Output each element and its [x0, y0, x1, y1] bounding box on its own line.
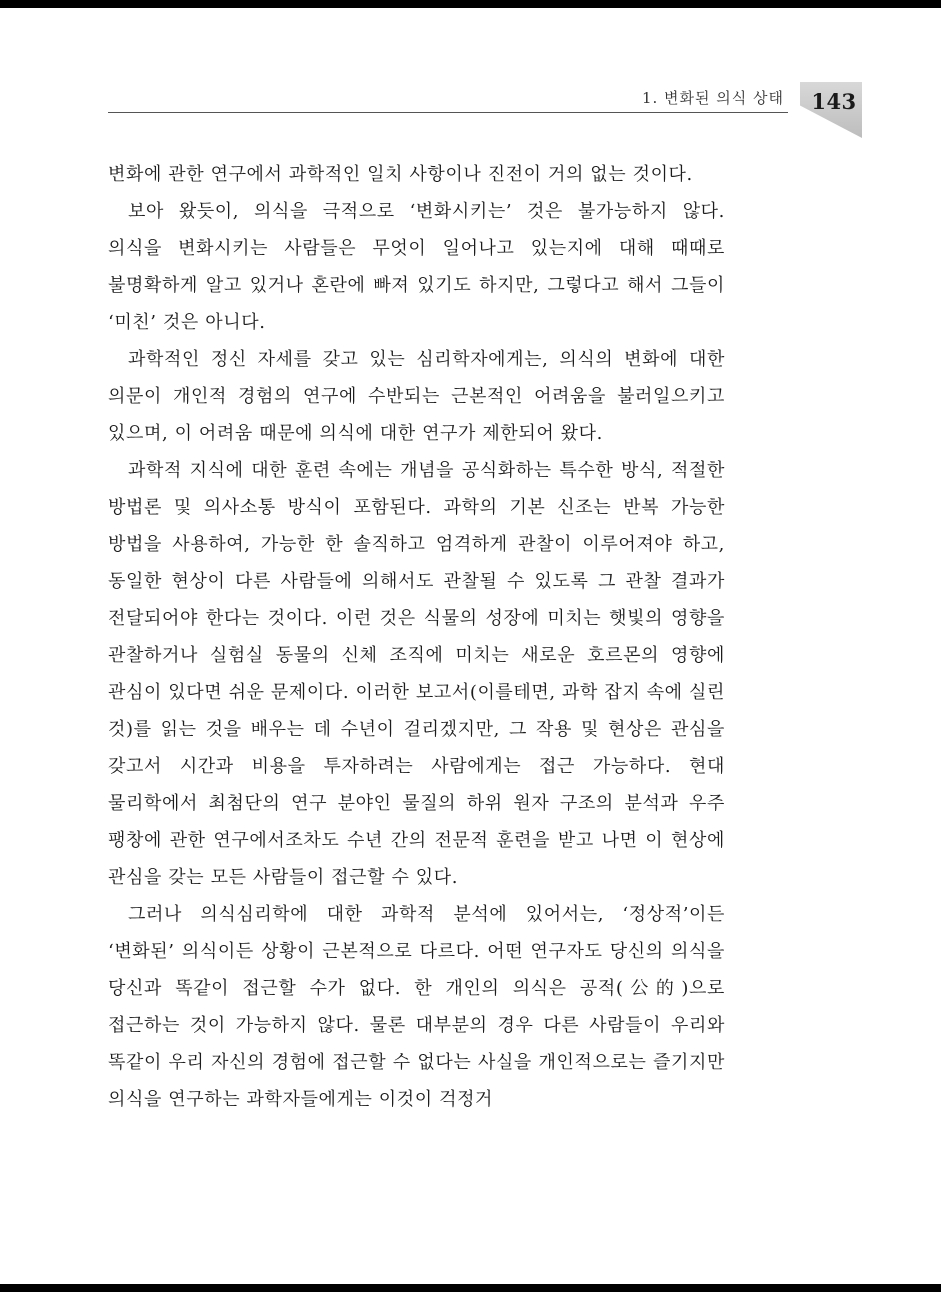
- paragraph: 보아 왔듯이, 의식을 극적으로 ‘변화시키는’ 것은 불가능하지 않다. 의식을 변화시키는 사람들은 무엇이 일어나고 있는지에 대해 때때로 불명확하게 알고 있거나 혼란에 빠져 있기도 하지만, 그렇다고 해서 그들이 ‘미친’ 것은 아니다.: [108, 201, 725, 333]
- paragraph: 그러나 의식심리학에 대한 과학적 분석에 있어서는, ‘정상적’이든 ‘변화된’ 의식이든 상황이 근본적으로 다르다. 어떤 연구자도 당신의 의식을 당신과 똑같이 접근할 수가 없다. 한 개인의 의식은 공적(公的)으로 접근하는 것이 가능하지 않다. 물론 대부분의 경우 다른 사람들이 우리와 똑같이 우리 자신의 경험에 접근할 수 없다는 사실을 개인적으로는 즐기지만 의식을 연구하는 과학자들에게는 이것이 걱정거: [108, 904, 725, 1110]
- paragraph-continued: 변화에 관한 연구에서 과학적인 일치 사항이나 진전이 거의 없는 것이다.: [108, 164, 693, 185]
- paragraph: 과학적 지식에 대한 훈련 속에는 개념을 공식화하는 특수한 방식, 적절한 방법론 및 의사소통 방식이 포함된다. 과학의 기본 신조는 반복 가능한 방법을 사용하여, 가능한 한 솔직하고 엄격하게 관찰이 이루어져야 하고, 동일한 현상이 다른 사람들에 의해서도 관찰될 수 있도록 그 관찰 결과가 전달되어야 한다는 것이다. 이런 것은 식물의 성장에 미치는 햇빛의 영향을 관찰하거나 실험실 동물의 신체 조직에 미치는 새로운 호르몬의 영향에 관심이 있다면 쉬운 문제이다. 이러한 보고서(이를테면, 과학 잡지 속에 실린 것)를 읽는 것을 배우는 데 수년이 걸리겠지만, 그 작용 및 현상은 관심을 갖고서 시간과 비용을 투자하려는 사람에게는 접근 가능하다. 현대 물리학에서 최첨단의 연구 분야인 물질의 하위 원자 구조의 분석과 우주 팽창에 관한 연구에서조차도 수년 간의 전문적 훈련을 받고 나면 이 현상에 관심을 갖는 모든 사람들이 접근할 수 있다.: [108, 460, 725, 888]
- paragraph: 과학적인 정신 자세를 갖고 있는 심리학자에게는, 의식의 변화에 대한 의문이 개인적 경험의 연구에 수반되는 근본적인 어려움을 불러일으키고 있으며, 이 어려움 때문에 의식에 대한 연구가 제한되어 왔다.: [108, 349, 725, 444]
- page-header: [108, 86, 788, 113]
- body-text: [108, 156, 725, 1118]
- running-head: 1. 변화된 의식 상태: [641, 89, 784, 107]
- page-number: 143: [811, 89, 857, 114]
- top-border: [0, 0, 941, 8]
- bottom-border: [0, 1284, 941, 1292]
